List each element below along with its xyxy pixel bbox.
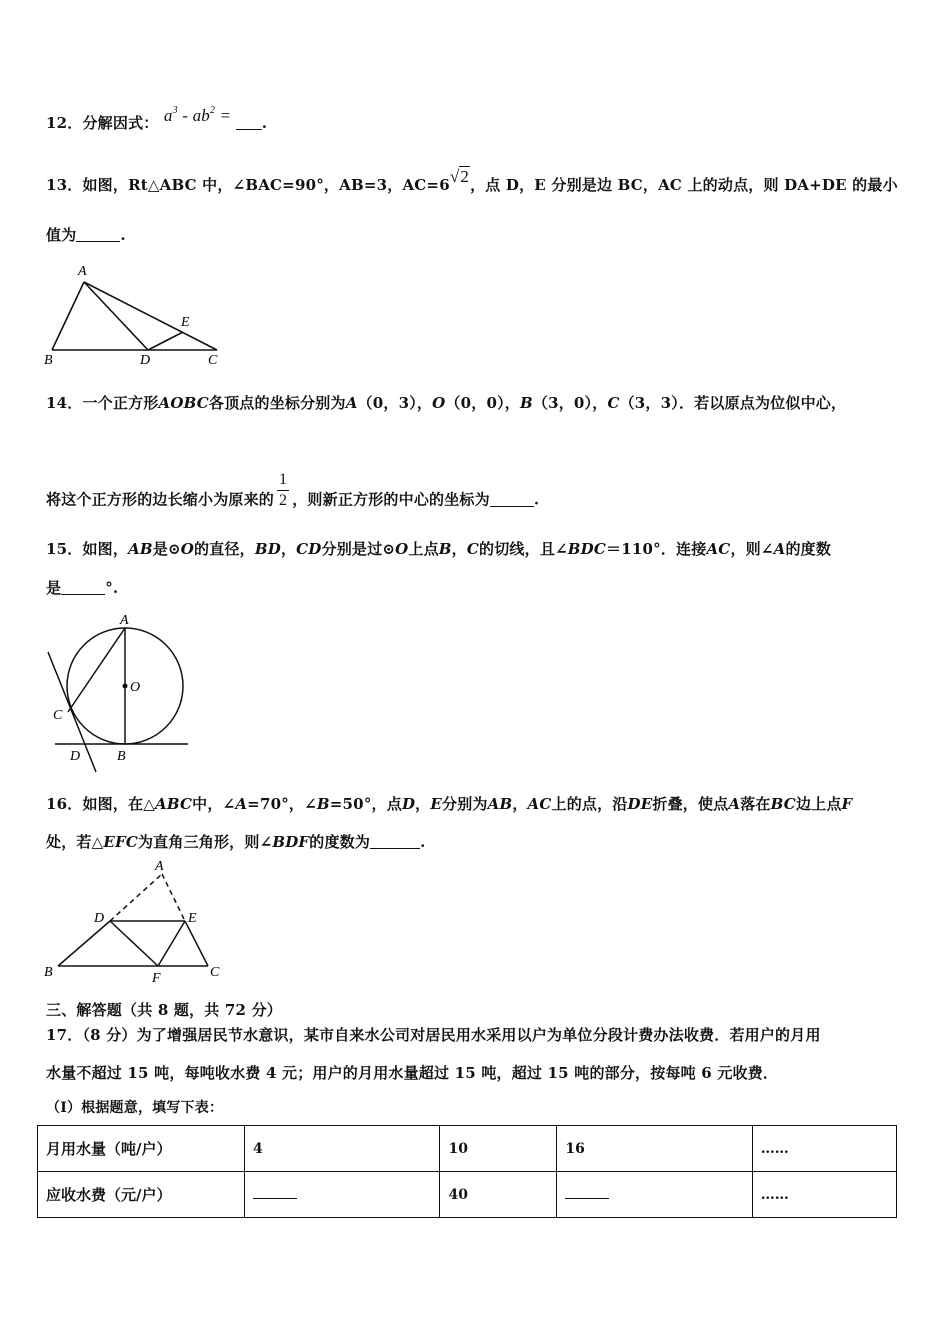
q16-figure — [40, 858, 230, 990]
q17-row1-label: 月用水量（吨/户） — [38, 1126, 245, 1172]
q14-point-a: A — [345, 394, 358, 412]
q16-seg-ef — [158, 921, 185, 966]
q16-t6: 上的点，沿 — [551, 795, 628, 813]
q16-b: B — [316, 795, 330, 813]
q16-a: A — [235, 795, 248, 813]
q15-line1 — [46, 538, 831, 559]
q15-line2-end: °. — [105, 579, 119, 597]
q15-answer-blank[interactable] — [61, 580, 105, 595]
q14-frac-num: 1 — [277, 470, 289, 491]
q14-line2-end: . — [533, 490, 540, 509]
q17-row1-c2: 10 — [440, 1126, 557, 1172]
q17-row2-c3-blank[interactable] — [557, 1172, 752, 1218]
q14-text-a: 14．一个正方形 — [46, 394, 159, 412]
q16-label-c: C — [210, 965, 220, 980]
q12-eq: = — [215, 106, 236, 125]
q16-t8: 落在 — [740, 795, 771, 813]
q16-t3: =70°，∠ — [247, 795, 317, 813]
q12-suffix: . — [261, 114, 268, 132]
q13-label-e: E — [181, 315, 190, 330]
q12-a: a — [163, 106, 173, 125]
q15-sep2: ， — [451, 540, 467, 558]
q16-seg-ec — [185, 921, 208, 966]
q16-t1: 16．如图，在△ — [46, 795, 156, 813]
q17-part1: （I）根据题意，填写下表： — [46, 1100, 224, 1116]
q16-label-a: A — [155, 859, 164, 874]
table-row — [38, 1126, 897, 1172]
q16-bc: BC — [770, 795, 796, 813]
q16-bdf: BDF — [272, 833, 310, 851]
q15-line2-text: 是 — [46, 579, 62, 597]
q16-l2-b: 为直角三角形，则∠ — [137, 833, 273, 851]
q12-line — [46, 105, 268, 133]
q16-efc: EFC — [103, 833, 138, 851]
q15-bdc: BDC — [567, 540, 607, 558]
q13-text-a: 13．如图，Rt△ABC 中，∠BAC=90°，AB=3，AC=6 — [46, 176, 450, 194]
q15-figure — [40, 608, 200, 776]
q13-line1 — [46, 167, 898, 195]
q15-chord-ac — [68, 628, 125, 712]
q16-t5: 分别为 — [442, 795, 488, 813]
q14-line1 — [46, 392, 846, 413]
q14-coord-a: （0，3）， — [357, 394, 433, 412]
q14-square-name: AOBC — [158, 394, 209, 412]
q13-seg-ab — [52, 282, 84, 350]
q16-t4: =50°，点 — [329, 795, 402, 813]
q15-ac: AC — [706, 540, 731, 558]
q15-label-d: D — [70, 749, 81, 764]
q15-label-b: B — [117, 749, 126, 764]
q12-expression — [164, 106, 236, 125]
q16-seg-da-dashed — [110, 874, 162, 921]
q15-t4: 分别是过⊙ — [321, 540, 396, 558]
q13-line2-text: 值为 — [46, 226, 77, 244]
q15-bd: BD — [254, 540, 281, 558]
q15-t3: 的直径， — [194, 540, 255, 558]
q13-seg-ac — [84, 282, 217, 350]
q17-blank-line-2 — [565, 1198, 609, 1199]
q15-t7: ＝110°．连接 — [606, 540, 707, 558]
q14-fraction — [277, 470, 289, 511]
q15-label-o: O — [130, 680, 141, 695]
q17-row1-c1: 4 — [245, 1126, 440, 1172]
q15-a: A — [773, 540, 786, 558]
q16-t9: 边上点 — [795, 795, 842, 813]
table-row — [38, 1172, 897, 1218]
q14-coord-b: （3，0）， — [532, 394, 608, 412]
q16-a2: A — [728, 795, 741, 813]
q15-ab: AB — [128, 540, 153, 558]
q13-figure — [40, 260, 230, 370]
q14-coord-o: （0，0）， — [445, 394, 520, 412]
q16-ab: AB — [487, 795, 513, 813]
q17-row2-c2: 40 — [440, 1172, 557, 1218]
q17-blank-line-1 — [253, 1198, 297, 1199]
q12-answer-blank[interactable] — [236, 115, 262, 130]
q14-coord-c: （3，3）．若以原点为位似中心， — [619, 394, 847, 412]
q16-label-b: B — [44, 965, 53, 980]
q15-center-dot — [123, 684, 128, 689]
q17-row2-c1-blank[interactable] — [245, 1172, 440, 1218]
q17-row1-c3: 16 — [557, 1126, 752, 1172]
q14-answer-blank[interactable] — [490, 492, 534, 507]
q16-abc: ABC — [155, 795, 193, 813]
q14-point-o: O — [432, 394, 446, 412]
q14-text-b: 各顶点的坐标分别为 — [208, 394, 346, 412]
q14-frac-den: 2 — [279, 492, 288, 509]
q15-b: B — [438, 540, 452, 558]
q15-t6: 的切线，且∠ — [479, 540, 568, 558]
q13-seg-ad — [84, 282, 148, 350]
q13-sqrt-arg: 2 — [460, 167, 470, 186]
q16-line2 — [46, 831, 426, 852]
q16-seg-bd — [58, 921, 110, 966]
q15-t5: 上点 — [408, 540, 439, 558]
q15-t8: ，则∠ — [730, 540, 774, 558]
q16-label-e: E — [188, 911, 197, 926]
q16-answer-blank[interactable] — [370, 834, 420, 849]
q13-label-c: C — [208, 353, 218, 368]
q17-line2: 水量不超过 15 吨，每吨收水费 4 元；用户的月用水量超过 15 吨，超过 15 吨的部分，按每吨 6 元收费． — [46, 1064, 779, 1082]
q14-line2 — [46, 471, 540, 521]
q15-line2 — [46, 577, 118, 598]
q16-l2-end: . — [420, 833, 426, 851]
q14-line2-a: 将这个正方形的边长缩小为原来的 — [46, 490, 275, 509]
q15-o1: O — [180, 540, 195, 558]
q16-label-f: F — [152, 971, 161, 986]
q15-sep1: ， — [280, 540, 297, 558]
q13-text-b: ，点 D，E 分别是边 BC，AC 上的动点，则 DA+DE 的最小 — [470, 176, 898, 194]
q16-de: DE — [627, 795, 653, 813]
q14-point-b: B — [519, 394, 533, 412]
q17-row1-c4: …… — [752, 1126, 896, 1172]
q16-ac: AC — [527, 795, 552, 813]
q13-seg-de — [148, 332, 183, 350]
q13-line2 — [46, 224, 126, 245]
q16-line1 — [46, 793, 852, 814]
q15-c: C — [466, 540, 480, 558]
q16-e: E — [430, 795, 442, 813]
q15-t1: 15．如图， — [46, 540, 129, 558]
q15-cd: CD — [296, 540, 322, 558]
q16-t2: 中，∠ — [192, 795, 236, 813]
q17-row2-c4: …… — [752, 1172, 896, 1218]
q13-line2-end: . — [120, 226, 126, 244]
q16-seg-ae-dashed — [162, 874, 185, 921]
q17-row2-label: 应收水费（元/户） — [38, 1172, 245, 1218]
q14-line2-b: ，则新正方形的中心的坐标为 — [292, 490, 490, 509]
q16-t7: 折叠，使点 — [652, 795, 729, 813]
q16-label-d: D — [94, 911, 105, 926]
q15-t9: 的度数 — [785, 540, 832, 558]
q13-label-a: A — [78, 264, 87, 279]
q15-t2: 是⊙ — [152, 540, 181, 558]
q13-label-d: D — [140, 353, 151, 368]
q16-l2-a: 处，若△ — [46, 833, 104, 851]
q15-label-a: A — [120, 613, 129, 628]
q14-point-c: C — [607, 394, 620, 412]
q17-table — [37, 1125, 897, 1218]
q16-seg-df — [110, 921, 158, 966]
q16-sep2: ， — [512, 795, 528, 813]
q15-o2: O — [395, 540, 409, 558]
q13-sqrt: √2 — [449, 167, 470, 186]
q16-f: F — [841, 795, 853, 813]
q16-sep1: ， — [415, 795, 431, 813]
q16-l2-c: 的度数为 — [309, 833, 371, 851]
q12-exp1: 3 — [172, 105, 178, 116]
q17-line1: 17．（8 分）为了增强居民节水意识，某市自来水公司对居民用水采用以户为单位分段计费办法收费．若用户的月用 — [46, 1026, 821, 1044]
q16-d: D — [401, 795, 416, 813]
q12-prefix: 12．分解因式： — [46, 114, 159, 132]
q12-minus: - — [177, 106, 193, 125]
q15-label-c: C — [53, 708, 63, 723]
q12-exp2: 2 — [210, 105, 216, 116]
section-3-heading: 三、解答题（共 8 题，共 72 分） — [46, 1001, 283, 1019]
q13-label-b: B — [44, 353, 53, 368]
q12-ab: ab — [192, 106, 210, 125]
q13-answer-blank[interactable] — [76, 227, 120, 242]
